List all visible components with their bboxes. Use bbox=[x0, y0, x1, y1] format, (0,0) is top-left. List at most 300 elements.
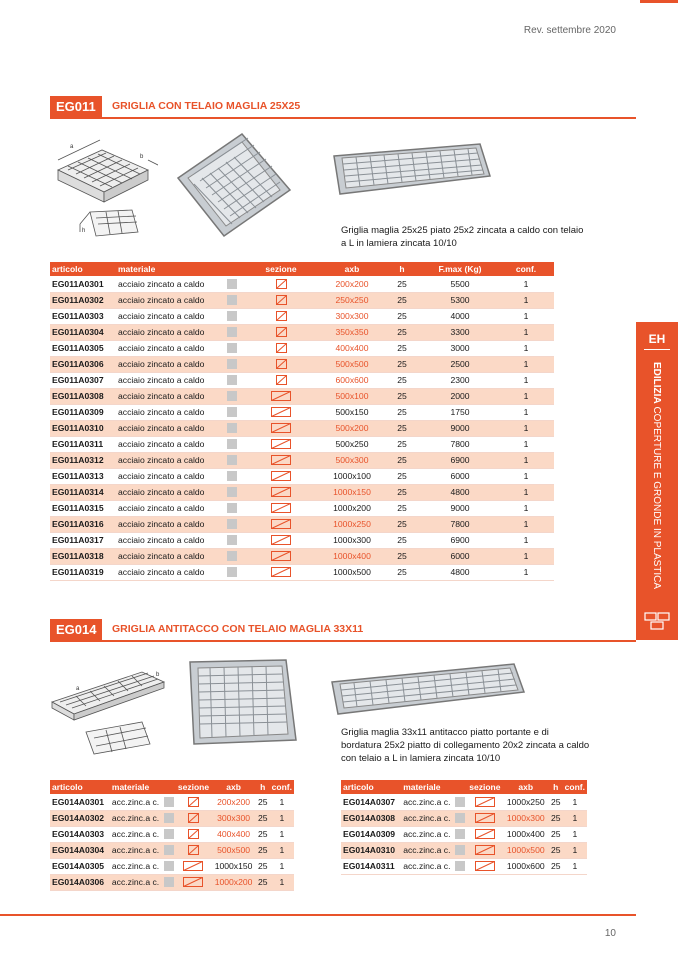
table-row bbox=[341, 826, 587, 842]
table-row bbox=[50, 468, 554, 484]
cell-h: 25 bbox=[382, 500, 422, 516]
cell-conf: 1 bbox=[498, 548, 554, 564]
square-section-icon bbox=[188, 813, 199, 823]
col-conf: conf. bbox=[498, 262, 554, 276]
cell-swatch bbox=[453, 794, 467, 810]
cell-fmax: 5500 bbox=[422, 276, 498, 292]
cell-sezione bbox=[240, 468, 322, 484]
material-swatch bbox=[227, 359, 237, 369]
cell-h: 25 bbox=[549, 810, 563, 826]
cell-swatch bbox=[224, 516, 240, 532]
cell-sezione bbox=[176, 842, 212, 858]
table-row bbox=[50, 420, 554, 436]
cell-sezione bbox=[176, 810, 212, 826]
table-row bbox=[341, 858, 587, 874]
cell-h: 25 bbox=[382, 484, 422, 500]
material-swatch bbox=[227, 343, 237, 353]
square-section-icon bbox=[276, 295, 287, 305]
cell-swatch bbox=[453, 826, 467, 842]
cell-fmax: 9000 bbox=[422, 420, 498, 436]
top-accent-bar bbox=[640, 0, 678, 3]
cell-axb: 1000x100 bbox=[322, 468, 382, 484]
cell-h: 25 bbox=[382, 292, 422, 308]
section-title: GRIGLIA CON TELAIO MAGLIA 25X25 bbox=[112, 100, 301, 112]
cell-sezione bbox=[240, 372, 322, 388]
cell-materiale: acciaio zincato a caldo bbox=[116, 532, 224, 548]
cell-h: 25 bbox=[549, 794, 563, 810]
rect-section-icon bbox=[271, 455, 291, 465]
cell-h: 25 bbox=[382, 308, 422, 324]
table-row bbox=[50, 810, 294, 826]
table-row bbox=[50, 564, 554, 580]
cell-axb: 1000x250 bbox=[503, 794, 549, 810]
cell-axb: 500x250 bbox=[322, 436, 382, 452]
cell-materiale: acciaio zincato a caldo bbox=[116, 468, 224, 484]
rect-section-icon bbox=[271, 487, 291, 497]
cell-materiale: acciaio zincato a caldo bbox=[116, 324, 224, 340]
cell-h: 25 bbox=[382, 468, 422, 484]
col-conf: conf. bbox=[563, 780, 587, 794]
cell-articolo: EG011A0309 bbox=[50, 404, 116, 420]
material-swatch bbox=[227, 567, 237, 577]
cell-conf: 1 bbox=[270, 826, 294, 842]
cell-axb: 1000x150 bbox=[322, 484, 382, 500]
cell-h: 25 bbox=[382, 276, 422, 292]
table-row bbox=[50, 276, 554, 292]
cell-h: 25 bbox=[549, 858, 563, 874]
cell-conf: 1 bbox=[563, 826, 587, 842]
table-header bbox=[50, 262, 554, 276]
svg-text:h: h bbox=[82, 228, 86, 234]
cell-articolo: EG011A0311 bbox=[50, 436, 116, 452]
square-section-icon bbox=[276, 359, 287, 369]
material-swatch bbox=[227, 519, 237, 529]
cell-axb: 400x400 bbox=[322, 340, 382, 356]
material-swatch bbox=[455, 797, 465, 807]
cell-sezione bbox=[240, 308, 322, 324]
material-swatch bbox=[227, 407, 237, 417]
cell-articolo: EG011A0308 bbox=[50, 388, 116, 404]
cell-materiale: acciaio zincato a caldo bbox=[116, 388, 224, 404]
cell-h: 25 bbox=[256, 842, 270, 858]
cell-sezione bbox=[240, 500, 322, 516]
cell-fmax: 4000 bbox=[422, 308, 498, 324]
cell-axb: 350x350 bbox=[322, 324, 382, 340]
cell-articolo: EG011A0319 bbox=[50, 564, 116, 580]
material-swatch bbox=[227, 439, 237, 449]
rect-section-icon bbox=[271, 519, 291, 529]
cell-h: 25 bbox=[382, 516, 422, 532]
cell-swatch bbox=[453, 810, 467, 826]
cell-sezione bbox=[240, 276, 322, 292]
cell-sezione bbox=[467, 858, 503, 874]
rect-section-icon bbox=[475, 829, 495, 839]
table-row bbox=[50, 858, 294, 874]
cell-h: 25 bbox=[256, 826, 270, 842]
cell-axb: 400x400 bbox=[211, 826, 255, 842]
col-sezione: sezione bbox=[176, 780, 212, 794]
cell-sezione bbox=[240, 388, 322, 404]
cell-fmax: 9000 bbox=[422, 500, 498, 516]
cell-materiale: acciaio zincato a caldo bbox=[116, 516, 224, 532]
cell-sezione bbox=[240, 420, 322, 436]
cell-swatch bbox=[224, 292, 240, 308]
cell-sezione bbox=[176, 794, 212, 810]
cell-swatch bbox=[224, 324, 240, 340]
cell-axb: 1000x400 bbox=[322, 548, 382, 564]
rect-section-icon bbox=[475, 813, 495, 823]
cell-articolo: EG011A0318 bbox=[50, 548, 116, 564]
cell-materiale: acciaio zincato a caldo bbox=[116, 452, 224, 468]
cell-articolo: EG011A0301 bbox=[50, 276, 116, 292]
cell-swatch bbox=[224, 436, 240, 452]
cell-conf: 1 bbox=[563, 842, 587, 858]
cell-sezione bbox=[240, 484, 322, 500]
section-header-eg011 bbox=[50, 96, 636, 118]
col-h: h bbox=[382, 262, 422, 276]
table-row bbox=[50, 372, 554, 388]
cell-conf: 1 bbox=[270, 858, 294, 874]
product-photo-antitacco-rectangular bbox=[328, 660, 528, 718]
cell-h: 25 bbox=[382, 388, 422, 404]
table-row bbox=[50, 292, 554, 308]
cell-h: 25 bbox=[256, 794, 270, 810]
section2-description bbox=[341, 726, 631, 765]
rect-section-icon bbox=[475, 845, 495, 855]
cell-swatch bbox=[224, 468, 240, 484]
cell-conf: 1 bbox=[270, 794, 294, 810]
cell-articolo: EG011A0306 bbox=[50, 356, 116, 372]
cell-materiale: acc.zinc.a c. bbox=[110, 842, 162, 858]
cell-materiale: acc.zinc.a c. bbox=[401, 842, 453, 858]
technical-drawing-eg011 bbox=[40, 132, 158, 250]
cell-articolo: EG011A0313 bbox=[50, 468, 116, 484]
cell-h: 25 bbox=[382, 324, 422, 340]
material-swatch bbox=[227, 487, 237, 497]
cell-swatch bbox=[224, 372, 240, 388]
rect-section-icon bbox=[271, 391, 291, 401]
cell-conf: 1 bbox=[498, 372, 554, 388]
section1-description bbox=[341, 224, 621, 250]
rect-section-icon bbox=[271, 439, 291, 449]
cell-conf: 1 bbox=[498, 404, 554, 420]
col-articolo: articolo bbox=[50, 780, 110, 794]
cell-h: 25 bbox=[256, 874, 270, 890]
cell-materiale: acc.zinc.a c. bbox=[401, 810, 453, 826]
category-side-tab[interactable] bbox=[636, 322, 678, 640]
cell-conf: 1 bbox=[498, 484, 554, 500]
table-header bbox=[341, 780, 587, 794]
cell-axb: 500x500 bbox=[322, 356, 382, 372]
cell-conf: 1 bbox=[498, 500, 554, 516]
cell-swatch bbox=[224, 532, 240, 548]
cell-conf: 1 bbox=[498, 452, 554, 468]
revision-label: Rev. settembre 2020 bbox=[523, 25, 616, 36]
cell-sezione bbox=[176, 858, 212, 874]
cell-sezione bbox=[240, 404, 322, 420]
cell-conf: 1 bbox=[498, 292, 554, 308]
cell-articolo: EG014A0308 bbox=[341, 810, 401, 826]
cell-sezione bbox=[240, 452, 322, 468]
cell-fmax: 7800 bbox=[422, 436, 498, 452]
rect-section-icon bbox=[475, 861, 495, 871]
cell-h: 25 bbox=[382, 356, 422, 372]
table-row bbox=[50, 826, 294, 842]
cell-materiale: acc.zinc.a c. bbox=[401, 858, 453, 874]
product-photo-antitacco-square bbox=[186, 656, 300, 746]
cell-axb: 1000x200 bbox=[211, 874, 255, 890]
cell-articolo: EG014A0309 bbox=[341, 826, 401, 842]
cell-materiale: acciaio zincato a caldo bbox=[116, 436, 224, 452]
col-conf: conf. bbox=[270, 780, 294, 794]
technical-drawing-eg014 bbox=[46, 660, 170, 760]
cell-materiale: acc.zinc.a c. bbox=[401, 826, 453, 842]
col-materiale: materiale bbox=[110, 780, 162, 794]
col-swatch bbox=[224, 262, 240, 276]
cell-materiale: acciaio zincato a caldo bbox=[116, 276, 224, 292]
cell-axb: 500x150 bbox=[322, 404, 382, 420]
cell-fmax: 3000 bbox=[422, 340, 498, 356]
cell-materiale: acciaio zincato a caldo bbox=[116, 564, 224, 580]
cell-articolo: EG014A0302 bbox=[50, 810, 110, 826]
cell-articolo: EG011A0303 bbox=[50, 308, 116, 324]
cell-materiale: acciaio zincato a caldo bbox=[116, 356, 224, 372]
table-row bbox=[50, 436, 554, 452]
rect-section-icon bbox=[271, 407, 291, 417]
cell-swatch bbox=[224, 388, 240, 404]
cell-conf: 1 bbox=[498, 324, 554, 340]
cell-sezione bbox=[240, 292, 322, 308]
cell-sezione bbox=[467, 810, 503, 826]
cell-materiale: acciaio zincato a caldo bbox=[116, 404, 224, 420]
cell-swatch bbox=[453, 858, 467, 874]
cell-articolo: EG011A0304 bbox=[50, 324, 116, 340]
cell-materiale: acciaio zincato a caldo bbox=[116, 372, 224, 388]
material-swatch bbox=[227, 311, 237, 321]
cell-sezione bbox=[240, 340, 322, 356]
desc-line: bordatura 25x2 piatto di collegamento 20x2 zincata a caldo bbox=[341, 740, 590, 751]
col-materiale: materiale bbox=[116, 262, 224, 276]
square-section-icon bbox=[276, 279, 287, 289]
cell-fmax: 4800 bbox=[422, 564, 498, 580]
material-swatch bbox=[455, 813, 465, 823]
cell-materiale: acc.zinc.a c. bbox=[110, 874, 162, 890]
cell-sezione bbox=[176, 826, 212, 842]
cell-conf: 1 bbox=[498, 276, 554, 292]
section-rule bbox=[50, 640, 636, 642]
material-swatch bbox=[227, 327, 237, 337]
col-articolo: articolo bbox=[50, 262, 116, 276]
cell-articolo: EG011A0316 bbox=[50, 516, 116, 532]
cell-h: 25 bbox=[382, 436, 422, 452]
cell-axb: 1000x300 bbox=[322, 532, 382, 548]
cell-swatch bbox=[162, 794, 176, 810]
cell-conf: 1 bbox=[563, 794, 587, 810]
material-swatch bbox=[227, 423, 237, 433]
cell-swatch bbox=[162, 826, 176, 842]
material-swatch bbox=[164, 829, 174, 839]
cell-axb: 200x200 bbox=[211, 794, 255, 810]
svg-text:b: b bbox=[156, 672, 160, 678]
col-materiale: materiale bbox=[401, 780, 453, 794]
material-swatch bbox=[227, 551, 237, 561]
table-row bbox=[50, 794, 294, 810]
cell-conf: 1 bbox=[498, 388, 554, 404]
table-row bbox=[50, 452, 554, 468]
col-axb: axb bbox=[322, 262, 382, 276]
cell-sezione bbox=[240, 516, 322, 532]
cell-sezione bbox=[240, 548, 322, 564]
cell-articolo: EG014A0305 bbox=[50, 858, 110, 874]
cell-conf: 1 bbox=[270, 810, 294, 826]
desc-line: con telaio a L in lamiera zincata 10/10 bbox=[341, 753, 501, 764]
col-h: h bbox=[549, 780, 563, 794]
cell-fmax: 3300 bbox=[422, 324, 498, 340]
cell-fmax: 6000 bbox=[422, 548, 498, 564]
col-sezione: sezione bbox=[240, 262, 322, 276]
cell-axb: 600x600 bbox=[322, 372, 382, 388]
cell-materiale: acciaio zincato a caldo bbox=[116, 292, 224, 308]
rect-section-icon bbox=[183, 877, 203, 887]
cell-axb: 1000x250 bbox=[322, 516, 382, 532]
cell-sezione bbox=[240, 532, 322, 548]
cell-h: 25 bbox=[382, 404, 422, 420]
cell-conf: 1 bbox=[563, 810, 587, 826]
rect-section-icon bbox=[271, 567, 291, 577]
section-code: EG011 bbox=[50, 96, 102, 118]
table-row bbox=[341, 842, 587, 858]
square-section-icon bbox=[188, 797, 199, 807]
cell-conf: 1 bbox=[498, 356, 554, 372]
cell-axb: 300x300 bbox=[322, 308, 382, 324]
square-section-icon bbox=[276, 327, 287, 337]
cell-materiale: acciaio zincato a caldo bbox=[116, 548, 224, 564]
category-code: EH bbox=[648, 332, 666, 346]
cell-swatch bbox=[224, 548, 240, 564]
cell-sezione bbox=[240, 436, 322, 452]
cell-sezione bbox=[240, 356, 322, 372]
cell-conf: 1 bbox=[498, 420, 554, 436]
cell-fmax: 5300 bbox=[422, 292, 498, 308]
cell-articolo: EG011A0302 bbox=[50, 292, 116, 308]
material-swatch bbox=[164, 861, 174, 871]
table-row bbox=[50, 842, 294, 858]
cell-swatch bbox=[453, 842, 467, 858]
rect-section-icon bbox=[183, 861, 203, 871]
cell-materiale: acciaio zincato a caldo bbox=[116, 340, 224, 356]
material-swatch bbox=[164, 813, 174, 823]
category-rest: COPERTURE E GRONDE IN PLASTICA bbox=[651, 403, 662, 590]
cell-conf: 1 bbox=[270, 842, 294, 858]
table-row bbox=[341, 794, 587, 810]
eg014-spec-table-left bbox=[50, 780, 294, 891]
cell-h: 25 bbox=[382, 420, 422, 436]
col-h: h bbox=[256, 780, 270, 794]
cell-materiale: acciaio zincato a caldo bbox=[116, 500, 224, 516]
material-swatch bbox=[455, 845, 465, 855]
cell-conf: 1 bbox=[498, 564, 554, 580]
cell-swatch bbox=[162, 810, 176, 826]
material-swatch bbox=[227, 391, 237, 401]
cell-materiale: acc.zinc.a c. bbox=[110, 826, 162, 842]
table-row bbox=[50, 388, 554, 404]
page-number: 10 bbox=[604, 928, 616, 939]
cell-h: 25 bbox=[549, 842, 563, 858]
col-fmax: F.max (Kg) bbox=[422, 262, 498, 276]
cell-sezione bbox=[467, 794, 503, 810]
cell-axb: 1000x600 bbox=[503, 858, 549, 874]
col-swatch bbox=[162, 780, 176, 794]
cell-h: 25 bbox=[256, 858, 270, 874]
cell-axb: 1000x300 bbox=[503, 810, 549, 826]
table-row bbox=[50, 340, 554, 356]
material-swatch bbox=[455, 829, 465, 839]
cell-h: 25 bbox=[382, 532, 422, 548]
material-swatch bbox=[164, 877, 174, 887]
cell-h: 25 bbox=[382, 372, 422, 388]
square-section-icon bbox=[188, 845, 199, 855]
cell-swatch bbox=[224, 404, 240, 420]
table-row bbox=[50, 404, 554, 420]
cell-axb: 1000x150 bbox=[211, 858, 255, 874]
cell-materiale: acciaio zincato a caldo bbox=[116, 420, 224, 436]
material-swatch bbox=[164, 797, 174, 807]
material-swatch bbox=[227, 279, 237, 289]
section-header-eg014 bbox=[50, 619, 636, 641]
cell-axb: 500x300 bbox=[322, 452, 382, 468]
cell-articolo: EG014A0301 bbox=[50, 794, 110, 810]
cell-materiale: acc.zinc.a c. bbox=[110, 810, 162, 826]
cell-articolo: EG011A0314 bbox=[50, 484, 116, 500]
table-row bbox=[50, 500, 554, 516]
material-swatch bbox=[227, 375, 237, 385]
table-row bbox=[50, 532, 554, 548]
cell-articolo: EG014A0304 bbox=[50, 842, 110, 858]
material-swatch bbox=[227, 471, 237, 481]
eg014-spec-table-right bbox=[341, 780, 587, 875]
material-swatch bbox=[227, 503, 237, 513]
svg-text:a: a bbox=[70, 144, 74, 150]
square-section-icon bbox=[276, 311, 287, 321]
table-row bbox=[50, 874, 294, 890]
cell-conf: 1 bbox=[270, 874, 294, 890]
col-sezione: sezione bbox=[467, 780, 503, 794]
cell-articolo: EG014A0310 bbox=[341, 842, 401, 858]
desc-line: Griglia maglia 33x11 antitacco piatto portante e di bbox=[341, 727, 549, 738]
eg011-spec-table bbox=[50, 262, 554, 581]
col-axb: axb bbox=[503, 780, 549, 794]
cell-axb: 1000x400 bbox=[503, 826, 549, 842]
cell-articolo: EG014A0303 bbox=[50, 826, 110, 842]
table-row bbox=[341, 810, 587, 826]
desc-line: Griglia maglia 25x25 piato 25x2 zincata a caldo con telaio bbox=[341, 225, 584, 236]
product-photo-square-grate bbox=[172, 128, 294, 240]
cell-fmax: 2300 bbox=[422, 372, 498, 388]
cell-h: 25 bbox=[382, 452, 422, 468]
cell-articolo: EG011A0305 bbox=[50, 340, 116, 356]
cell-swatch bbox=[224, 484, 240, 500]
square-section-icon bbox=[276, 375, 287, 385]
rect-section-icon bbox=[271, 471, 291, 481]
table-row bbox=[50, 356, 554, 372]
table-row bbox=[50, 548, 554, 564]
table-header bbox=[50, 780, 294, 794]
svg-text:a: a bbox=[76, 686, 80, 692]
material-swatch bbox=[455, 861, 465, 871]
cell-swatch bbox=[224, 340, 240, 356]
product-photo-rectangular-grate bbox=[330, 136, 492, 204]
cell-fmax: 2000 bbox=[422, 388, 498, 404]
